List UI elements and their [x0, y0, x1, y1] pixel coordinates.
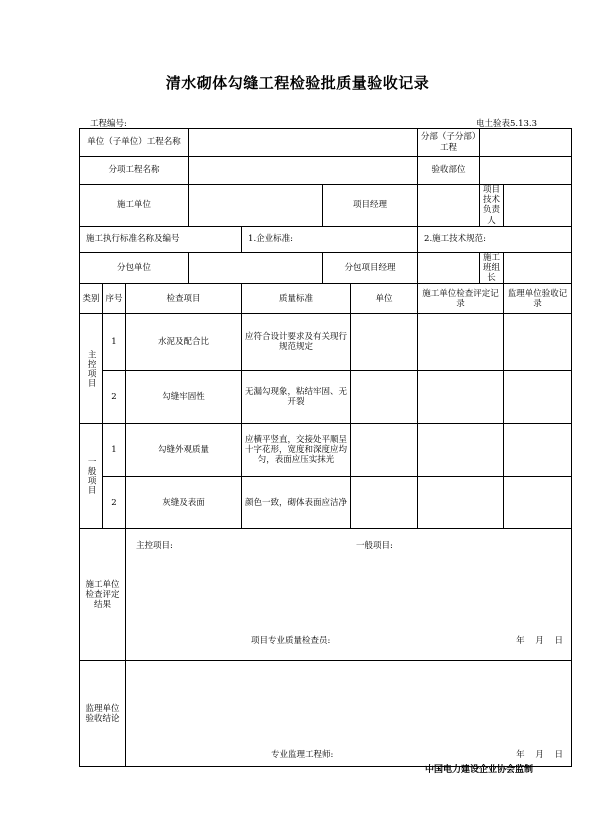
table-row: [80, 477, 572, 529]
evaluation-field[interactable]: [126, 529, 572, 661]
table-row: [80, 371, 572, 424]
evaluation-main-label: 主控项目:: [136, 541, 173, 552]
enterprise-standard-label[interactable]: 1.企业标准:: [242, 226, 418, 252]
main-items-category: [80, 314, 103, 424]
inspector-signature-label: 项目专业质量检查员:: [251, 636, 331, 647]
row-supervision-record-field[interactable]: [504, 477, 572, 529]
sub-manager-label: 分包项目经理: [323, 252, 418, 284]
row-supervision-record-field[interactable]: [504, 371, 572, 424]
row-construction-record-field[interactable]: [418, 424, 504, 477]
project-manager-label: 项目经理: [323, 185, 418, 227]
construction-unit-field[interactable]: [189, 185, 323, 227]
acceptance-part-field[interactable]: [480, 157, 572, 185]
header-row-subcontractor: [80, 252, 572, 284]
row-supervision-record-field[interactable]: [504, 424, 572, 477]
construction-unit-label: 施工单位: [80, 185, 189, 227]
supervision-label: 监理单位验收结论: [80, 661, 126, 767]
col-seq: 序号: [103, 284, 126, 314]
row-construction-record-field[interactable]: [418, 477, 504, 529]
supervision-field[interactable]: [126, 661, 572, 767]
row-seq: 2: [103, 371, 126, 424]
col-supervision-record: 监理单位验收记录: [504, 284, 572, 314]
col-category: 类别: [80, 284, 103, 314]
standard-label: 施工执行标准名称及编号: [80, 226, 242, 252]
acceptance-part-label: 验收部位: [418, 157, 480, 185]
acceptance-form-table: [79, 128, 572, 767]
col-check-item: 检查项目: [126, 284, 242, 314]
col-quality-standard: 质量标准: [242, 284, 351, 314]
col-unit: 单位: [351, 284, 418, 314]
evaluation-date-label: 年 月 日: [516, 636, 564, 647]
page-title: 清水砌体勾缝工程检验批质量验收记录: [165, 74, 430, 92]
sub-item-field[interactable]: [189, 157, 418, 185]
construction-spec-label[interactable]: 2.施工技术规范:: [418, 226, 572, 252]
column-header-row: [80, 284, 572, 314]
team-leader-label: 施工班组长: [480, 252, 504, 284]
row-check-item: 勾缝牢固性: [126, 371, 242, 424]
row-check-item: 勾缝外观质量: [126, 424, 242, 477]
form-number: 电土验表5.13.3: [475, 119, 537, 129]
sub-part-label: 分部（子分部）工程: [418, 129, 480, 157]
footer-issuer: 中国电力建设企业协会监制: [424, 765, 533, 775]
technical-lead-label: 项目技术负责人: [480, 185, 504, 227]
table-row: [80, 424, 572, 477]
row-seq: 2: [103, 477, 126, 529]
header-row-standard: [80, 226, 572, 252]
general-items-category-label: 一般项目: [86, 457, 97, 496]
subcontractor-label: 分包单位: [80, 252, 189, 284]
header-row-unit-project: [80, 129, 572, 157]
supervision-row: [80, 661, 572, 767]
supervision-date-label: 年 月 日: [516, 750, 564, 761]
row-unit-field[interactable]: [351, 314, 418, 371]
sub-part-field[interactable]: [480, 129, 572, 157]
team-leader-field[interactable]: [504, 252, 572, 284]
header-row-sub-item: [80, 157, 572, 185]
row-supervision-record-field[interactable]: [504, 314, 572, 371]
table-row: [80, 314, 572, 371]
project-manager-field[interactable]: [418, 185, 480, 227]
main-items-category-label: 主控项目: [86, 349, 97, 388]
project-number-label: 工程编号:: [90, 119, 127, 129]
row-check-item: 水泥及配合比: [126, 314, 242, 371]
subcontractor-field[interactable]: [189, 252, 323, 284]
evaluation-row: [80, 529, 572, 661]
unit-project-label: 单位（子单位）工程名称: [80, 129, 189, 157]
row-seq: 1: [103, 424, 126, 477]
row-quality-standard: 应横平竖直，交接处平顺呈十字花形，宽度和深度应均匀，表面应压实抹光: [242, 424, 351, 477]
row-quality-standard: 应符合设计要求及有关现行规范规定: [242, 314, 351, 371]
unit-project-field[interactable]: [189, 129, 418, 157]
row-construction-record-field[interactable]: [418, 371, 504, 424]
row-unit-field[interactable]: [351, 371, 418, 424]
evaluation-general-label: 一般项目:: [356, 541, 393, 552]
general-items-category: [80, 424, 103, 529]
header-row-construction-unit: [80, 185, 572, 227]
row-seq: 1: [103, 314, 126, 371]
row-check-item: 灰缝及表面: [126, 477, 242, 529]
row-construction-record-field[interactable]: [418, 314, 504, 371]
row-quality-standard: 无漏勾现象，粘结牢固、无开裂: [242, 371, 351, 424]
technical-lead-field[interactable]: [504, 185, 572, 227]
engineer-signature-label: 专业监理工程师:: [271, 750, 334, 761]
row-quality-standard: 颜色一致，砌体表面应洁净: [242, 477, 351, 529]
row-unit-field[interactable]: [351, 424, 418, 477]
row-unit-field[interactable]: [351, 477, 418, 529]
sub-item-label: 分项工程名称: [80, 157, 189, 185]
sub-manager-field[interactable]: [418, 252, 480, 284]
evaluation-label: 施工单位检查评定结果: [80, 529, 126, 661]
col-construction-record: 施工单位检查评定记录: [418, 284, 504, 314]
